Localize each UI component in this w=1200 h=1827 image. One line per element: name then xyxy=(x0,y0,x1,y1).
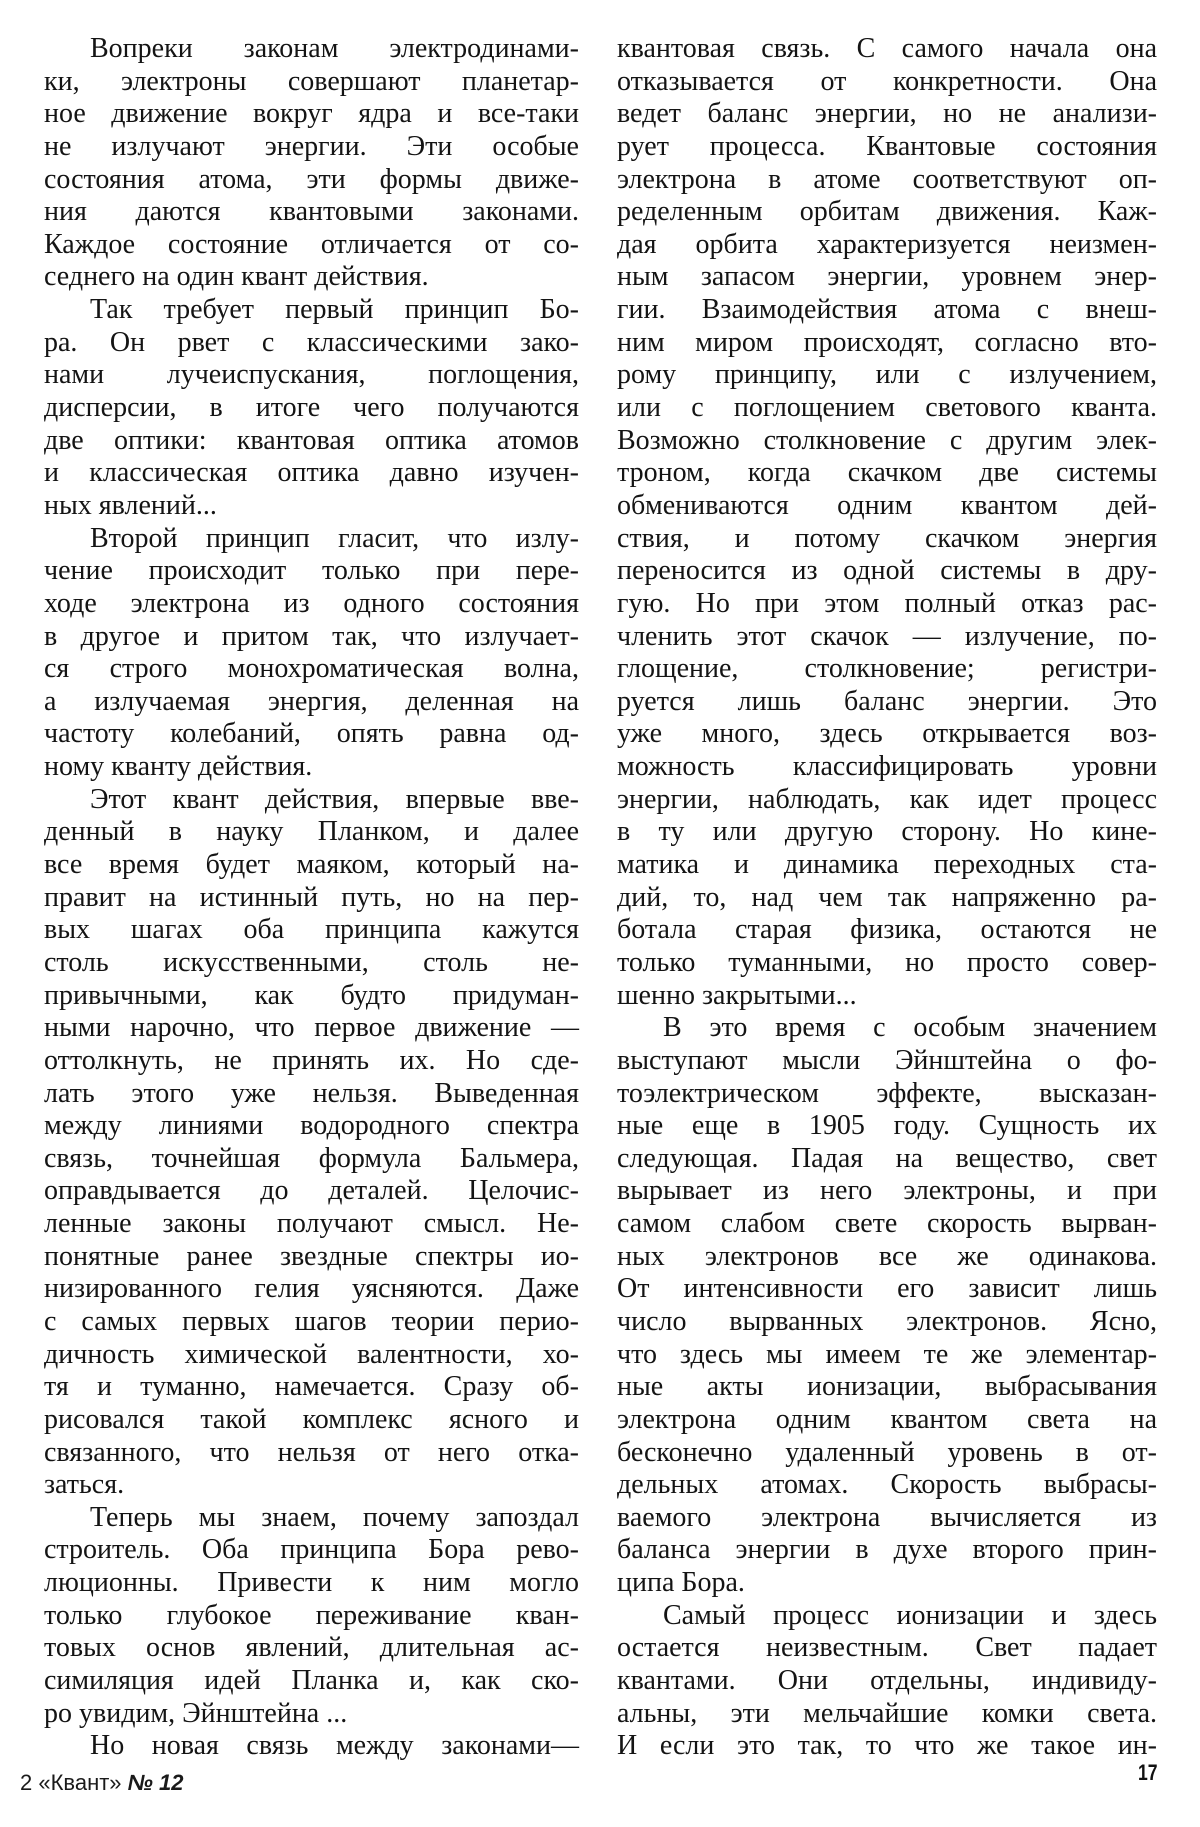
text-line: Этот квант действия, впервые вве- xyxy=(90,783,579,815)
text-line: дий, то, над чем так напряженно ра- xyxy=(617,881,1157,913)
text-line: или с поглощением светового кванта. xyxy=(617,392,1157,424)
text-line: седнего на один квант действия. xyxy=(44,261,429,293)
text-line: между линиями водородного спектра xyxy=(44,1110,579,1142)
text-line: вырывает из него электроны, и при xyxy=(617,1175,1157,1207)
text-line: ному кванту действия. xyxy=(44,751,313,783)
text-line: ленные законы получают смысл. Не- xyxy=(44,1208,579,1240)
text-line: можность классифицировать уровни xyxy=(617,751,1157,783)
issue-number: № 12 xyxy=(127,1770,184,1795)
text-line: ния даются квантовыми законами. xyxy=(44,196,579,228)
text-line: самом слабом свете скорость вырван- xyxy=(617,1208,1157,1240)
text-line: ные еще в 1905 году. Сущность их xyxy=(617,1110,1157,1142)
journal-signature: 2 «Квант» xyxy=(20,1770,122,1795)
text-line: дичность химической валентности, хо- xyxy=(44,1338,579,1370)
text-line: ходе электрона из одного состояния xyxy=(44,587,579,619)
text-line: ными нарочно, что первое движение — xyxy=(44,1012,579,1044)
text-line: Каждое состояние отличается от со- xyxy=(44,228,579,260)
text-line: руется лишь баланс энергии. Это xyxy=(617,685,1157,717)
text-line: дая орбита характеризуется неизмен- xyxy=(617,228,1157,260)
text-line: только глубокое переживание кван- xyxy=(44,1599,579,1631)
text-line: ваемого электрона вычисляется из xyxy=(617,1501,1157,1533)
text-line: гую. Но при этом полный отказ рас- xyxy=(617,587,1157,619)
text-line: квантами. Они отдельны, индивиду- xyxy=(617,1665,1157,1697)
right-column xyxy=(617,33,1157,1763)
text-line: Вопреки законам электродинами- xyxy=(90,33,579,64)
text-line: следующая. Падая на вещество, свет xyxy=(617,1142,1157,1174)
text-line: квантовая связь. С самого начала она xyxy=(617,33,1157,64)
text-line: нами лучеиспускания, поглощения, xyxy=(44,359,579,391)
text-line: низированного гелия уясняются. Даже xyxy=(44,1273,579,1305)
text-line: тя и туманно, намечается. Сразу об- xyxy=(44,1371,579,1403)
text-line: ствия, и потому скачком энергия xyxy=(617,522,1157,554)
text-line: ных электронов все же одинакова. xyxy=(617,1240,1157,1272)
text-line: симиляция идей Планка и, как ско- xyxy=(44,1665,579,1697)
text-line: товых основ явлений, длительная ас- xyxy=(44,1632,579,1664)
text-line: матика и динамика переходных ста- xyxy=(617,849,1157,881)
text-line: ся строго монохроматическая волна, xyxy=(44,653,579,685)
text-line: ним миром происходят, согласно вто- xyxy=(617,326,1157,358)
text-line: ра. Он рвет с классическими зако- xyxy=(44,326,579,358)
text-line: оправдывается до деталей. Целочис- xyxy=(44,1175,579,1207)
text-line: дисперсии, в итоге чего получаются xyxy=(44,392,579,424)
footer-signature xyxy=(20,1770,183,1796)
text-line: ным запасом энергии, уровнем энер- xyxy=(617,261,1157,293)
text-line: выступают мысли Эйнштейна о фо- xyxy=(617,1044,1157,1076)
text-line: рует процесса. Квантовые состояния xyxy=(617,130,1157,162)
text-line: Возможно столкновение с другим элек- xyxy=(617,424,1157,456)
text-line: строитель. Оба принципа Бора рево- xyxy=(44,1534,579,1566)
text-line: тоэлектрическом эффекте, высказан- xyxy=(617,1077,1157,1109)
text-line: бесконечно удаленный уровень в от- xyxy=(617,1436,1157,1468)
text-line: заться. xyxy=(44,1469,125,1501)
text-line: а излучаемая энергия, деленная на xyxy=(44,685,579,717)
text-line: ведет баланс энергии, но не анализи- xyxy=(617,98,1157,130)
text-line: Второй принцип гласит, что излу- xyxy=(90,522,579,554)
text-line: две оптики: квантовая оптика атомов xyxy=(44,424,579,456)
text-line: Самый процесс ионизации и здесь xyxy=(663,1599,1157,1631)
text-line: рому принципу, или с излучением, xyxy=(617,359,1157,391)
text-line: частоту колебаний, опять равна од- xyxy=(44,718,579,750)
text-line: остается неизвестным. Свет падает xyxy=(617,1632,1157,1664)
text-line: ных явлений... xyxy=(44,489,217,521)
text-line: уже много, здесь открывается воз- xyxy=(617,718,1157,750)
text-line: с самых первых шагов теории перио- xyxy=(44,1305,579,1337)
text-line: обмениваются одним квантом дей- xyxy=(617,489,1157,521)
text-line: дельных атомах. Скорость выбрасы- xyxy=(617,1469,1157,1501)
text-line: не излучают энергии. Эти особые xyxy=(44,130,579,162)
text-line: в другое и притом так, что излучает- xyxy=(44,620,579,652)
text-line: и классическая оптика давно изучен- xyxy=(44,457,579,489)
text-line: чение происходит только при пере- xyxy=(44,555,579,587)
text-line: состояния атома, эти формы движе- xyxy=(44,163,579,195)
text-line: глощение, столкновение; регистри- xyxy=(617,653,1157,685)
text-line: понятные ранее звездные спектры ио- xyxy=(44,1240,579,1272)
left-column xyxy=(44,33,579,1763)
text-line: баланса энергии в духе второго прин- xyxy=(617,1534,1157,1566)
text-line: В это время с особым значением xyxy=(663,1012,1157,1044)
text-line: в ту или другую сторону. Но кине- xyxy=(617,816,1157,848)
text-line: денный в науку Планком, и далее xyxy=(44,816,579,848)
text-line: ботала старая физика, остаются не xyxy=(617,914,1157,946)
text-line: ные акты ионизации, выбрасывания xyxy=(617,1371,1157,1403)
text-line: только туманными, но просто совер- xyxy=(617,946,1157,978)
text-line: Но новая связь между законами— xyxy=(90,1730,579,1762)
text-line: электрона в атоме соответствуют оп- xyxy=(617,163,1157,195)
text-line: электрона одним квантом света на xyxy=(617,1403,1157,1435)
text-line: Теперь мы знаем, почему запоздал xyxy=(90,1501,579,1533)
text-line: связь, точнейшая формула Бальмера, xyxy=(44,1142,579,1174)
text-line: ное движение вокруг ядра и все-таки xyxy=(44,98,579,130)
text-line: вых шагах оба принципа кажутся xyxy=(44,914,579,946)
text-line: число вырванных электронов. Ясно, xyxy=(617,1305,1157,1337)
text-line: ки, электроны совершают планетар- xyxy=(44,65,579,97)
text-line: связанного, что нельзя от него отка- xyxy=(44,1436,579,1468)
text-line: рисовался такой комплекс ясного и xyxy=(44,1403,579,1435)
text-line: отказывается от конкретности. Она xyxy=(617,65,1157,97)
text-line: привычными, как будто придуман- xyxy=(44,979,579,1011)
text-line: ределенным орбитам движения. Каж- xyxy=(617,196,1157,228)
text-line: альны, эти мельчайшие комки света. xyxy=(617,1697,1157,1729)
text-line: Так требует первый принцип Бо- xyxy=(90,294,579,326)
text-line: все время будет маяком, который на- xyxy=(44,849,579,881)
text-line: членить этот скачок — излучение, по- xyxy=(617,620,1157,652)
text-line: троном, когда скачком две системы xyxy=(617,457,1157,489)
text-line: лать этого уже нельзя. Выведенная xyxy=(44,1077,579,1109)
text-line: ро увидим, Эйнштейна ... xyxy=(44,1697,348,1729)
text-line: оттолкнуть, не принять их. Но сде- xyxy=(44,1044,579,1076)
text-line: И если это так, то что же такое ин- xyxy=(617,1730,1157,1762)
text-line: что здесь мы имеем те же элементар- xyxy=(617,1338,1157,1370)
text-line: правит на истинный путь, но на пер- xyxy=(44,881,579,913)
text-line: шенно закрытыми... xyxy=(617,979,857,1011)
text-line: люционны. Привести к ним могло xyxy=(44,1567,579,1599)
text-line: гии. Взаимодействия атома с внеш- xyxy=(617,294,1157,326)
text-line: энергии, наблюдать, как идет процесс xyxy=(617,783,1157,815)
text-line: От интенсивности его зависит лишь xyxy=(617,1273,1157,1305)
text-line: столь искусственными, столь не- xyxy=(44,946,579,978)
text-line: ципа Бора. xyxy=(617,1567,745,1599)
text-line: переносится из одной системы в дру- xyxy=(617,555,1157,587)
page-number: 17 xyxy=(1138,1760,1158,1785)
